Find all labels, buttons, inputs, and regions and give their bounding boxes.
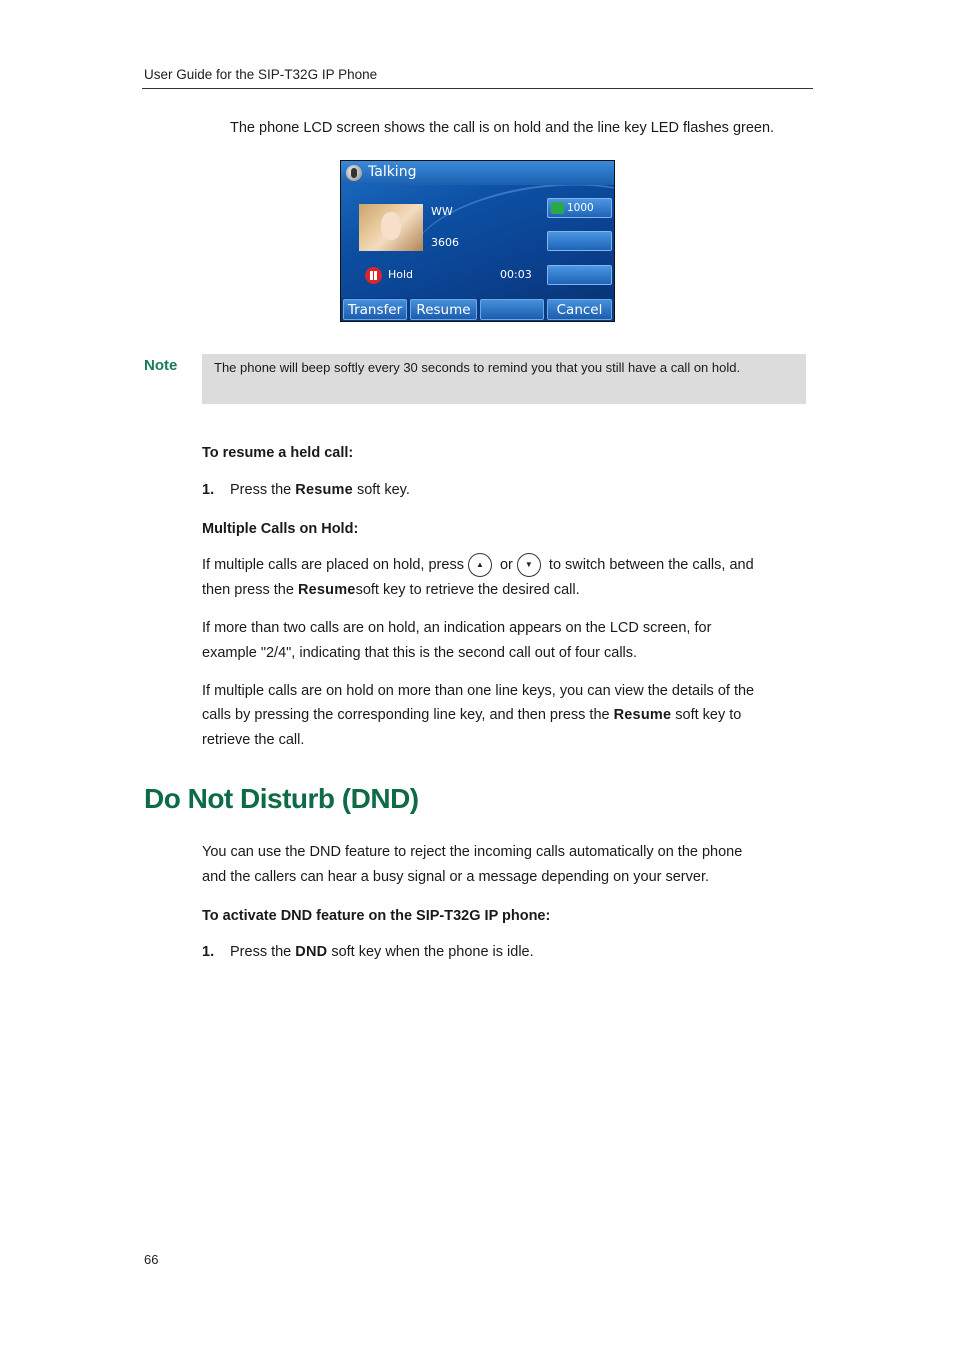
page-number: 66 <box>144 1252 159 1267</box>
multiple-p1-part1: If multiple calls are placed on hold, press <box>202 557 464 573</box>
multiple-p3-key: Resume <box>613 707 672 723</box>
softkey-empty <box>480 299 544 320</box>
dnd-step <box>230 940 534 965</box>
line-key-2 <box>547 231 612 251</box>
hold-status: Hold <box>388 268 414 281</box>
call-timer: 00:03 <box>500 268 532 281</box>
note-box <box>202 354 806 404</box>
dnd-p-line2: and the callers can hear a busy signal or a message depending on your server. <box>202 869 710 885</box>
caller-photo <box>359 204 423 251</box>
line-key-3 <box>547 265 612 285</box>
multiple-p1-line1 <box>202 553 812 578</box>
note-label: Note <box>144 357 178 374</box>
multiple-p1-line2 <box>202 578 580 603</box>
multiple-p1-line2-suffix: soft key to retrieve the desired call. <box>355 582 580 598</box>
running-header: User Guide for the SIP-T32G IP Phone <box>144 67 378 82</box>
dnd-section-title: Do Not Disturb (DND) <box>144 783 419 814</box>
multiple-p1-or: or <box>499 557 513 573</box>
multiple-p1-part2: to switch between the calls, and <box>548 557 754 573</box>
softkey-cancel: Cancel <box>547 299 612 320</box>
multiple-p3-line2-prefix: calls by pressing the corresponding line key, and then press the <box>202 707 610 723</box>
resume-step-suffix: soft key. <box>356 482 410 498</box>
softkey-resume: Resume <box>410 299 477 320</box>
note-text: The phone will beep softly every 30 seconds to remind you that you still have a call on hold. <box>214 360 741 375</box>
resume-step-number: 1. <box>202 482 215 498</box>
multiple-p3-line2-suffix: soft key to <box>675 707 742 723</box>
caller-face <box>381 212 401 240</box>
dnd-heading: To activate DND feature on the SIP-T32G IP phone: <box>202 908 551 924</box>
header-divider <box>142 88 813 89</box>
hold-icon <box>365 267 382 284</box>
talking-icon <box>346 165 362 181</box>
line-key-label: 1000 <box>567 202 594 214</box>
multiple-p3-line3: retrieve the call. <box>202 732 305 748</box>
multiple-p2-line2: example "2/4", indicating that this is the second call out of four calls. <box>202 645 638 661</box>
up-navigation-key-icon: ▲ <box>468 553 492 577</box>
down-navigation-key-icon: ▼ <box>517 553 541 577</box>
resume-key-name: Resume <box>295 482 353 498</box>
multiple-heading: Multiple Calls on Hold: <box>202 521 359 537</box>
dnd-step-prefix: Press the <box>230 944 292 960</box>
multiple-p3-line1: If multiple calls are on hold on more than one line keys, you can view the details of the <box>202 683 755 699</box>
resume-step-prefix: Press the <box>230 482 292 498</box>
lcd-title: Talking <box>368 164 417 180</box>
multiple-p1-line2-prefix: then press the <box>202 582 294 598</box>
phone-lcd-screenshot <box>340 160 615 322</box>
dnd-key-name: DND <box>295 944 328 960</box>
dnd-step-number: 1. <box>202 944 215 960</box>
intro-text: The phone LCD screen shows the call is on hold and the line key LED flashes green. <box>230 120 775 136</box>
phone-line-icon <box>551 202 564 214</box>
multiple-p3-line2 <box>202 703 741 728</box>
multiple-p1-key: Resume <box>297 582 356 598</box>
line-key-1 <box>547 198 612 218</box>
caller-name: WW <box>431 205 453 218</box>
dnd-p-line1: You can use the DND feature to reject the incoming calls automatically on the phone <box>202 844 743 860</box>
resume-step <box>230 478 410 503</box>
resume-heading: To resume a held call: <box>202 445 354 461</box>
caller-number: 3606 <box>431 236 459 249</box>
lcd-title-bar <box>341 161 614 185</box>
dnd-step-suffix: soft key when the phone is idle. <box>331 944 534 960</box>
softkey-transfer: Transfer <box>343 299 407 320</box>
multiple-p2-line1: If more than two calls are on hold, an indication appears on the LCD screen, for <box>202 620 712 636</box>
